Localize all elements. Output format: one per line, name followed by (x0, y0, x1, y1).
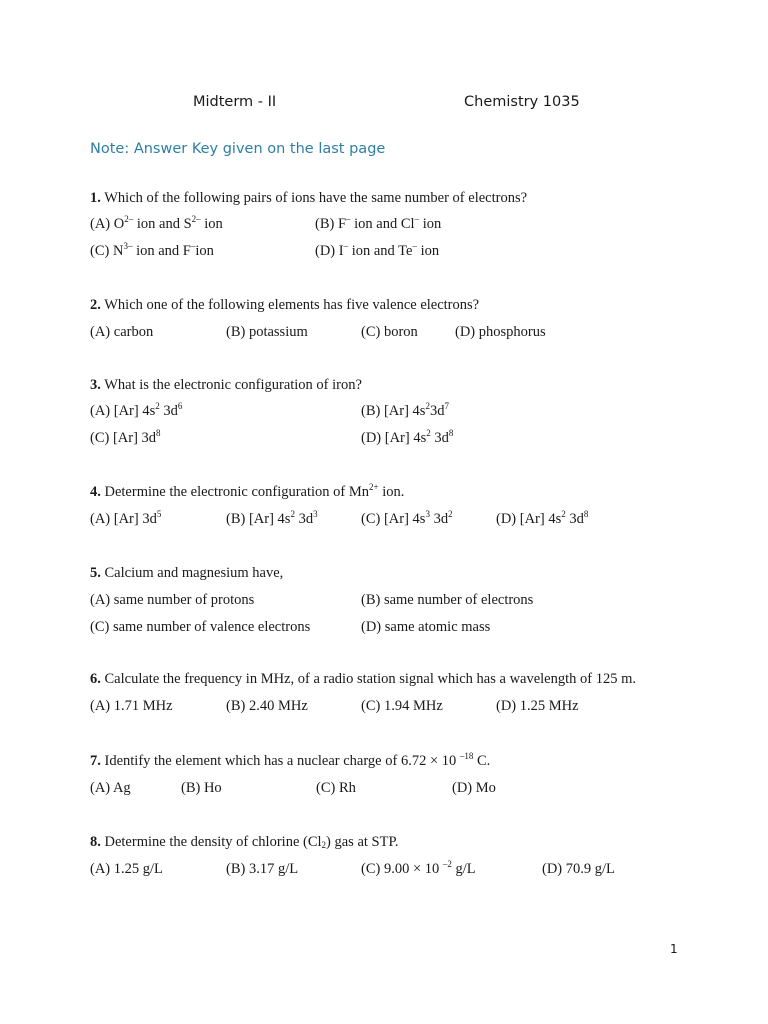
question-number: 1. (90, 190, 101, 206)
q8-option-d: (D) 70.9 g/L (542, 861, 615, 877)
question-text: What is the electronic configuration of iron? (104, 377, 362, 393)
q8-option-c: (C) 9.00 × 10 $^{-2}$ g/L (361, 859, 476, 877)
question-number: 4. (90, 484, 101, 500)
q4-option-a: (A) [Ar] $3d^5$ (90, 509, 162, 527)
question-number: 2. (90, 297, 101, 313)
question-number: 8. (90, 834, 101, 850)
exam-title: Midterm - II (193, 94, 277, 110)
q4-option-c: (C) [Ar] $4s^3$ $3d^2$ (361, 509, 453, 527)
q6-option-d: (D) 1.25 MHz (496, 698, 579, 714)
question-2 (90, 295, 479, 315)
question-number: 3. (90, 377, 101, 393)
q2-option-c: (C) boron (361, 324, 418, 340)
q6-option-b: (B) 2.40 MHz (226, 698, 308, 714)
q5-option-d: (D) same atomic mass (361, 619, 491, 635)
question-4 (90, 482, 404, 502)
q5-option-c: (C) same number of valence electrons (90, 619, 311, 635)
q2-option-a: (A) carbon (90, 324, 154, 340)
q3-option-d: (D) [Ar] $4s^2$ $3d^8$ (361, 428, 454, 446)
question-text: Identify the element which has a nuclear charge of 6.72 × 10 $^{-18}$ C. (104, 751, 491, 769)
question-text: Which of the following pairs of ions have the same number of electrons? (104, 190, 528, 206)
q1-option-a: (A) $O^{2-}$ ion and $S^{2-}$ ion (90, 214, 223, 232)
q1-option-d: (D) I– ion and Te– ion (315, 241, 440, 259)
question-7 (90, 751, 490, 771)
q3-option-b: (B) [Ar] $4s^23d^7$ (361, 401, 449, 419)
q8-option-a: (A) 1.25 g/L (90, 861, 163, 877)
question-text: Calcium and magnesium have, (104, 565, 284, 581)
q6-option-a: (A) 1.71 MHz (90, 698, 173, 714)
q7-option-d: (D) Mo (452, 780, 496, 796)
q2-option-b: (B) potassium (226, 324, 308, 340)
question-5 (90, 563, 283, 583)
answer-key-note: Note: Answer Key given on the last page (90, 141, 386, 157)
q7-option-c: (C) Rh (316, 780, 356, 796)
q5-option-b: (B) same number of electrons (361, 592, 534, 608)
question-number: 6. (90, 671, 101, 687)
q7-option-a: (A) Ag (90, 780, 131, 796)
q4-option-d: (D) [Ar] $4s^2$ $3d^8$ (496, 509, 589, 527)
q3-option-a: (A) [Ar] $4s^2$ $3d^6$ (90, 401, 183, 419)
q5-option-a: (A) same number of protons (90, 592, 255, 608)
page-number: 1 (670, 942, 678, 956)
question-text: Determine the electronic configuration of $Mn^{2+}$ ion. (104, 482, 405, 500)
q6-option-c: (C) 1.94 MHz (361, 698, 443, 714)
q2-option-d: (D) phosphorus (455, 324, 546, 340)
q1-option-b: (B) F– ion and Cl– ion (315, 214, 442, 232)
question-number: 7. (90, 753, 101, 769)
q4-option-b: (B) [Ar] $4s^2$ $3d^3$ (226, 509, 318, 527)
q7-option-b: (B) Ho (181, 780, 222, 796)
question-text: Calculate the frequency in MHz, of a radio station signal which has a wavelength of 125 m. (104, 671, 637, 687)
question-6 (90, 669, 636, 689)
question-1 (90, 188, 527, 208)
question-number: 5. (90, 565, 101, 581)
q8-option-b: (B) 3.17 g/L (226, 861, 299, 877)
question-3 (90, 375, 362, 395)
question-8 (90, 832, 399, 852)
course-name: Chemistry 1035 (464, 94, 580, 110)
question-text: Determine the density of chlorine $(Cl_2)$ gas at STP. (104, 834, 399, 850)
q1-option-c: (C) $N^{3-}$ ion and F–ion (90, 241, 214, 259)
question-text: Which one of the following elements has five valence electrons? (104, 297, 480, 313)
q3-option-c: (C) [Ar] $3d^8$ (90, 428, 161, 446)
